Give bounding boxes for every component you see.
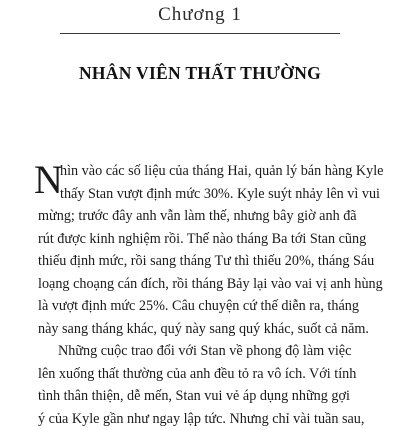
body-line-text: Những cuộc trao đổi với Stan về phong độ làm việc xyxy=(38,340,351,363)
body-line-text: hìn vào các số liệu của tháng Hai, quản lý bán hàng Kyle xyxy=(38,160,383,183)
body-line-3: mừng; trước đây anh vẫn làm thế, nhưng bây giờ anh đã xyxy=(38,205,384,228)
body-line-9 xyxy=(38,340,384,363)
body-text xyxy=(38,160,384,430)
body-line-4: rút được kinh nghiệm rồi. Thế nào tháng Ba tới Stan cũng xyxy=(38,228,384,251)
body-line-8: này sang tháng khác, quý này sang quý khác, suốt cả năm. xyxy=(38,318,384,341)
body-line-6: loạng choạng cán đích, rồi tháng Bảy lại vào vai vị anh hùng xyxy=(38,273,384,296)
body-line-text: thấy Stan vượt định mức 30%. Kyle suýt nhảy lên vì vui xyxy=(38,183,380,206)
chapter-label: Chương 1 xyxy=(0,4,400,26)
body-line-2 xyxy=(38,183,384,206)
chapter-title: NHÂN VIÊN THẤT THƯỜNG xyxy=(0,62,400,84)
body-line-7: là vượt định mức 25%. Câu chuyện cứ thế diễn ra, tháng xyxy=(38,295,384,318)
chapter-divider xyxy=(60,33,340,34)
drop-cap: N xyxy=(34,160,63,200)
body-line-12: ý của Kyle gần như ngay lập tức. Nhưng chỉ vài tuần sau, xyxy=(38,408,384,430)
body-line-11: tình thân thiện, dễ mến, Stan vui vẻ áp dụng những gợi xyxy=(38,385,384,408)
body-line-5: thiếu định mức, rồi sang tháng Tư thì thiếu 20%, tháng Sáu xyxy=(38,250,384,273)
body-line-1 xyxy=(38,160,384,183)
body-line-10: lên xuống thất thường của anh đều tỏ ra vô ích. Với tính xyxy=(38,363,384,386)
